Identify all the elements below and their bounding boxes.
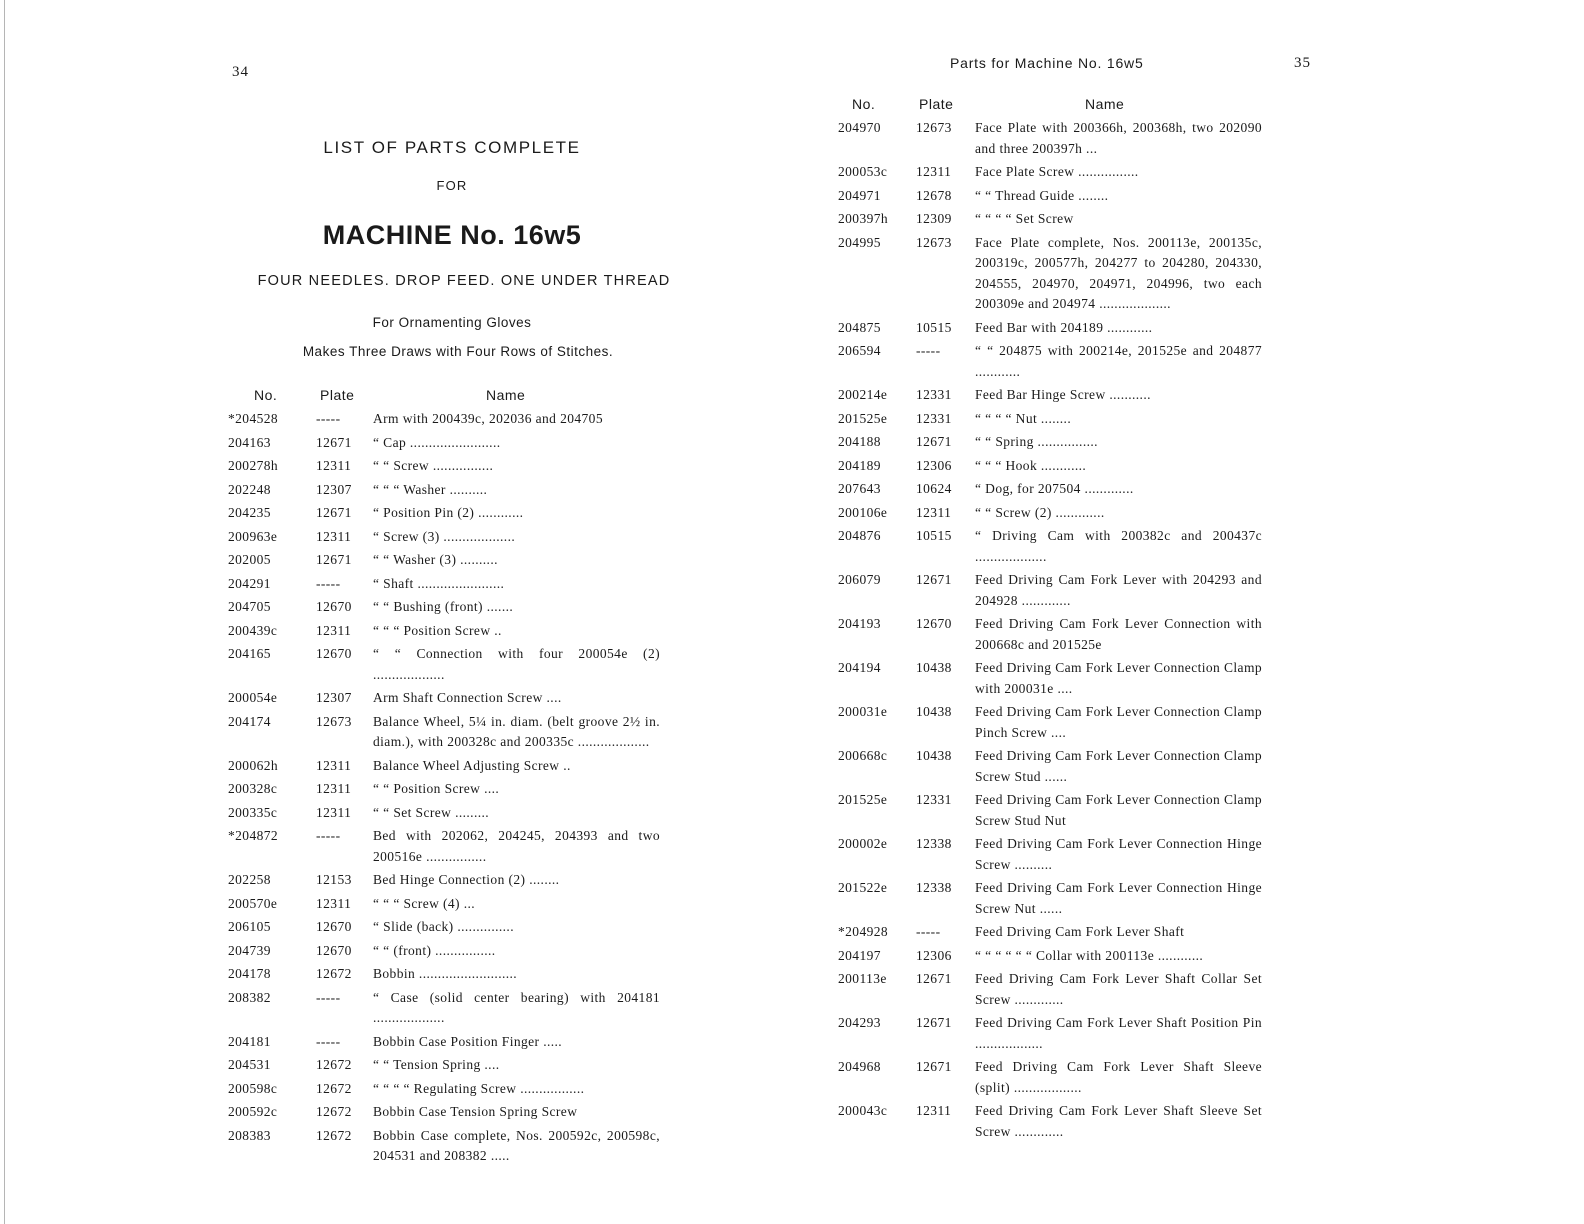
part-number: 201525e <box>838 410 888 426</box>
part-row <box>228 409 660 430</box>
part-plate: 12671 <box>916 971 952 986</box>
part-plate: ----- <box>916 924 941 939</box>
part-number: 204705 <box>228 599 271 614</box>
running-head: Parts for Machine No. 16w5 <box>950 55 1144 71</box>
part-row <box>228 779 660 800</box>
part-number: *204872 <box>228 828 279 843</box>
part-name: Bed Hinge Connection (2) ........ <box>373 872 560 887</box>
part-row <box>228 456 660 477</box>
part-plate: 10515 <box>916 319 952 335</box>
part-number: 202258 <box>228 872 271 887</box>
part-row <box>228 1126 660 1167</box>
part-number: 204291 <box>228 575 271 591</box>
part-number: 204293 <box>838 1015 881 1030</box>
part-number: 204995 <box>838 234 881 250</box>
part-plate: 10515 <box>916 528 952 543</box>
column-header-plate: Plate <box>320 387 355 403</box>
part-plate: 12311 <box>316 804 352 820</box>
part-name: “ Slide (back) ............... <box>373 919 514 934</box>
part-name: Face Plate Screw ................ <box>975 164 1139 179</box>
part-number: 200668c <box>838 748 888 763</box>
part-name: “ “ “ “ Set Screw <box>975 211 1074 226</box>
part-plate: 12306 <box>916 457 952 473</box>
part-plate: ----- <box>916 343 941 358</box>
part-row <box>228 503 660 524</box>
part-name: Feed Driving Cam Fork Lever Connection Clamp Screw Stud Nut <box>975 792 1262 828</box>
part-row <box>228 712 660 753</box>
part-number: 200106e <box>838 504 888 520</box>
part-name: “ “ “ “ Regulating Screw ................. <box>373 1080 585 1096</box>
part-name: “ Case (solid center bearing) with 204181 ................... <box>373 989 660 1025</box>
part-row <box>228 688 660 709</box>
part-name: “ “ Washer (3) .......... <box>373 552 498 567</box>
part-number: 204970 <box>838 120 881 135</box>
part-name: “ “ “ Position Screw .. <box>373 622 502 638</box>
part-plate: 12331 <box>916 792 952 807</box>
part-plate: ----- <box>316 411 341 426</box>
part-number: 200214e <box>838 387 888 402</box>
column-header-name: Name <box>486 387 526 403</box>
part-row <box>228 803 660 824</box>
part-plate: 12311 <box>916 1103 952 1118</box>
part-name: Feed Bar Hinge Screw ........... <box>975 387 1151 402</box>
part-plate: 12670 <box>316 599 352 614</box>
part-row <box>838 746 1262 787</box>
part-row <box>228 621 660 642</box>
part-number: 208383 <box>228 1127 271 1143</box>
part-row <box>838 570 1262 611</box>
part-name: “ Shaft ....................... <box>373 575 505 591</box>
part-name: Feed Driving Cam Fork Lever Connection Clamp with 200031e .... <box>975 660 1262 696</box>
part-name: Arm with 200439c, 202036 and 204705 <box>373 411 603 426</box>
part-row <box>838 922 1262 943</box>
part-row <box>228 644 660 685</box>
part-row <box>838 432 1262 453</box>
part-number: *204528 <box>228 411 279 426</box>
part-number: 204165 <box>228 646 271 661</box>
part-plate: 12307 <box>316 481 352 497</box>
part-name: “ “ Screw ................ <box>373 458 494 473</box>
part-number: 201525e <box>838 792 888 807</box>
part-row <box>838 209 1262 230</box>
part-number: 200592c <box>228 1104 278 1119</box>
part-row <box>838 409 1262 430</box>
column-header-no: No. <box>852 96 876 112</box>
part-plate: 12306 <box>916 947 952 963</box>
part-plate: 12311 <box>316 781 352 796</box>
part-number: *204928 <box>838 924 889 939</box>
part-number: 204193 <box>838 616 881 631</box>
part-plate: 12678 <box>916 187 952 203</box>
part-row <box>838 341 1262 382</box>
part-number: 208382 <box>228 989 271 1005</box>
part-name: “ “ “ Screw (4) ... <box>373 895 476 911</box>
part-number: 200397h <box>838 211 889 226</box>
part-name: “ “ Set Screw ......... <box>373 804 490 820</box>
part-name: Feed Driving Cam Fork Lever Shaft Sleeve Set Screw ............. <box>975 1103 1262 1139</box>
part-number: 204189 <box>838 457 881 473</box>
part-plate: ----- <box>316 828 341 843</box>
part-plate: 10438 <box>916 704 952 719</box>
part-plate: 12311 <box>316 528 352 544</box>
part-name: Feed Driving Cam Fork Lever Shaft Sleeve (split) .................. <box>975 1059 1262 1095</box>
part-plate: 12307 <box>316 690 352 705</box>
part-row <box>228 756 660 777</box>
part-name: Feed Driving Cam Fork Lever Connection Hinge Screw Nut ...... <box>975 880 1262 916</box>
part-plate: 12331 <box>916 387 952 402</box>
part-plate: 12670 <box>316 646 352 661</box>
part-row <box>838 702 1262 743</box>
parts-list-left <box>228 409 660 1170</box>
part-plate: 12309 <box>916 211 952 226</box>
part-plate: 10438 <box>916 660 952 675</box>
part-name: Feed Driving Cam Fork Lever Shaft Collar Set Screw ............. <box>975 971 1262 1007</box>
part-row <box>838 1013 1262 1054</box>
part-name: Face Plate with 200366h, 200368h, two 202090 and three 200397h ... <box>975 120 1262 156</box>
part-row <box>228 826 660 867</box>
part-plate: 10438 <box>916 748 952 763</box>
column-header-no: No. <box>254 387 278 403</box>
part-plate: 12338 <box>916 880 952 895</box>
list-title: LIST OF PARTS COMPLETE <box>323 138 581 157</box>
part-number: 200062h <box>228 757 279 773</box>
part-name: Balance Wheel, 5¼ in. diam. (belt groove 2½ in. diam.), with 200328c and 200335c ................... <box>373 713 660 749</box>
part-number: 206079 <box>838 572 881 587</box>
part-plate: 12672 <box>316 1104 352 1119</box>
part-name: Feed Driving Cam Fork Lever Shaft <box>975 924 1185 939</box>
part-row <box>228 480 660 501</box>
part-plate: ----- <box>316 989 341 1005</box>
part-name: “ “ (front) ................ <box>373 942 496 958</box>
machine-title: MACHINE No. 16w5 <box>322 220 582 250</box>
part-row <box>228 988 660 1029</box>
part-plate: 12671 <box>916 572 952 587</box>
part-row <box>838 385 1262 406</box>
machine-purpose: For Ornamenting Gloves <box>372 315 532 330</box>
part-number: 200043c <box>838 1103 888 1118</box>
part-name: “ “ “ “ Nut ........ <box>975 410 1072 426</box>
part-row <box>838 318 1262 339</box>
part-number: 204197 <box>838 947 881 963</box>
part-number: 200053c <box>838 164 888 179</box>
part-plate: 12338 <box>916 836 952 851</box>
part-name: Feed Bar with 204189 ............ <box>975 319 1153 335</box>
part-name: “ Screw (3) ................... <box>373 528 516 544</box>
part-row <box>228 550 660 571</box>
part-name: “ Cap ........................ <box>373 434 501 450</box>
part-row <box>838 1057 1262 1098</box>
part-plate: 10624 <box>916 481 952 496</box>
part-name: Bobbin Case complete, Nos. 200592c, 200598c, 204531 and 208382 ..... <box>373 1127 660 1163</box>
part-row <box>838 969 1262 1010</box>
part-row <box>838 479 1262 500</box>
part-name: Balance Wheel Adjusting Screw .. <box>373 757 571 773</box>
part-name: Feed Driving Cam Fork Lever with 204293 and 204928 ............. <box>975 572 1262 608</box>
part-number: 204181 <box>228 1033 271 1049</box>
part-plate: 12673 <box>916 120 952 135</box>
part-name: Arm Shaft Connection Screw .... <box>373 690 562 705</box>
part-name: “ “ Thread Guide ........ <box>975 187 1109 203</box>
part-row <box>228 1102 660 1123</box>
part-plate: 12670 <box>316 919 352 934</box>
part-name: “ Dog, for 207504 ............. <box>975 481 1134 496</box>
column-header-plate: Plate <box>919 96 954 112</box>
part-name: Feed Driving Cam Fork Lever Shaft Position Pin .................. <box>975 1015 1262 1051</box>
part-name: “ “ “ Washer .......... <box>373 481 488 497</box>
part-name: Bobbin Case Position Finger ..... <box>373 1033 563 1049</box>
part-row <box>228 1055 660 1076</box>
part-plate: 12672 <box>316 966 352 981</box>
part-name: “ Driving Cam with 200382c and 200437c ................... <box>975 528 1262 564</box>
column-header-name: Name <box>1085 96 1125 112</box>
part-row <box>228 527 660 548</box>
part-name: Bobbin Case Tension Spring Screw <box>373 1104 578 1119</box>
part-plate: 12671 <box>316 434 352 450</box>
part-plate: 12670 <box>916 616 952 631</box>
part-number: 200054e <box>228 690 278 705</box>
part-name: Bed with 202062, 204245, 204393 and two 200516e ................ <box>373 828 660 864</box>
part-plate: 12671 <box>316 505 352 520</box>
part-plate: 12311 <box>316 622 352 638</box>
part-number: 204163 <box>228 434 271 450</box>
part-number: 202005 <box>228 552 271 567</box>
part-name: Face Plate complete, Nos. 200113e, 200135c, 200319c, 200577h, 204277 to 204280, 204330, 204555, 204970, 204971, 204996, two each 200309e and 204974 ................... <box>975 234 1262 311</box>
page-number: 35 <box>1294 55 1311 71</box>
part-number: 204188 <box>838 434 881 449</box>
part-plate: ----- <box>316 575 341 591</box>
part-number: 200439c <box>228 622 278 638</box>
part-row <box>838 456 1262 477</box>
part-number: 201522e <box>838 880 888 895</box>
part-row <box>838 1101 1262 1142</box>
part-row <box>838 658 1262 699</box>
part-name: “ “ Tension Spring .... <box>373 1057 500 1072</box>
part-row <box>838 834 1262 875</box>
page-edge-line <box>4 0 5 1224</box>
machine-stitches: Makes Three Draws with Four Rows of Stitches. <box>302 344 614 359</box>
part-name: Feed Driving Cam Fork Lever Connection with 200668c and 201525e <box>975 616 1262 652</box>
part-row <box>228 941 660 962</box>
part-number: 204174 <box>228 713 271 729</box>
part-name: “ “ Connection with four 200054e (2) ................... <box>373 646 660 682</box>
part-row <box>228 574 660 595</box>
part-name: “ “ Spring ................ <box>975 434 1098 449</box>
part-plate: 12672 <box>316 1080 352 1096</box>
part-plate: 12331 <box>916 410 952 426</box>
part-number: 204971 <box>838 187 881 203</box>
part-row <box>838 946 1262 967</box>
part-number: 200328c <box>228 781 278 796</box>
part-row <box>838 233 1262 315</box>
part-row <box>838 790 1262 831</box>
part-name: Feed Driving Cam Fork Lever Connection Clamp Pinch Screw .... <box>975 704 1262 740</box>
page-number: 34 <box>232 64 249 80</box>
part-plate: 12671 <box>316 552 352 567</box>
part-plate: 12311 <box>316 895 352 911</box>
part-plate: 12311 <box>316 757 352 773</box>
part-row <box>228 917 660 938</box>
part-row <box>838 118 1262 159</box>
part-plate: 12311 <box>916 504 952 520</box>
part-number: 206105 <box>228 919 271 934</box>
part-number: 206594 <box>838 343 881 358</box>
part-row <box>228 597 660 618</box>
part-number: 200963e <box>228 528 278 544</box>
part-name: “ “ Bushing (front) ....... <box>373 599 514 614</box>
part-plate: ----- <box>316 1033 341 1049</box>
part-number: 200031e <box>838 704 888 719</box>
part-plate: 12671 <box>916 434 952 449</box>
part-number: 202248 <box>228 481 271 497</box>
part-row <box>228 1032 660 1053</box>
parts-list-right <box>838 118 1262 1145</box>
part-name: “ “ Screw (2) ............. <box>975 504 1105 520</box>
part-number: 200598c <box>228 1080 278 1096</box>
part-plate: 12673 <box>316 713 352 729</box>
part-row <box>838 503 1262 524</box>
part-plate: 12672 <box>316 1057 352 1072</box>
part-row <box>838 162 1262 183</box>
part-plate: 12153 <box>316 872 352 887</box>
part-row <box>838 614 1262 655</box>
part-number: 200278h <box>228 458 279 473</box>
part-name: “ Position Pin (2) ............ <box>373 505 524 520</box>
part-number: 200335c <box>228 804 278 820</box>
part-plate: 12671 <box>916 1059 952 1074</box>
part-row <box>838 186 1262 207</box>
part-name: Feed Driving Cam Fork Lever Connection Clamp Screw Stud ...... <box>975 748 1262 784</box>
machine-features: FOUR NEEDLES. DROP FEED. ONE UNDER THREAD <box>257 273 671 289</box>
part-name: “ “ 204875 with 200214e, 201525e and 204877 ............ <box>975 343 1262 379</box>
part-row <box>838 878 1262 919</box>
part-number: 204194 <box>838 660 881 675</box>
part-number: 204875 <box>838 319 881 335</box>
part-number: 200002e <box>838 836 888 851</box>
part-number: 200113e <box>838 971 887 986</box>
part-name: “ “ “ “ “ “ Collar with 200113e ............ <box>975 947 1204 963</box>
part-row <box>228 894 660 915</box>
part-number: 204876 <box>838 528 881 543</box>
part-row <box>838 526 1262 567</box>
part-plate: 12670 <box>316 942 352 958</box>
part-row <box>228 433 660 454</box>
part-plate: 12311 <box>916 164 952 179</box>
part-number: 204178 <box>228 966 271 981</box>
part-number: 207643 <box>838 481 881 496</box>
list-title-for: FOR <box>436 178 468 193</box>
part-row <box>228 964 660 985</box>
part-number: 204531 <box>228 1057 271 1072</box>
part-name: “ “ “ Hook ............ <box>975 457 1087 473</box>
part-number: 204739 <box>228 942 271 958</box>
part-name: “ “ Position Screw .... <box>373 781 500 796</box>
part-plate: 12671 <box>916 1015 952 1030</box>
part-row <box>228 870 660 891</box>
part-name: Bobbin .......................... <box>373 966 518 981</box>
part-plate: 12673 <box>916 234 952 250</box>
part-plate: 12672 <box>316 1127 352 1143</box>
part-row <box>228 1079 660 1100</box>
part-plate: 12311 <box>316 458 352 473</box>
part-number: 200570e <box>228 895 278 911</box>
part-number: 204235 <box>228 505 271 520</box>
part-number: 204968 <box>838 1059 881 1074</box>
part-name: Feed Driving Cam Fork Lever Connection Hinge Screw .......... <box>975 836 1262 872</box>
